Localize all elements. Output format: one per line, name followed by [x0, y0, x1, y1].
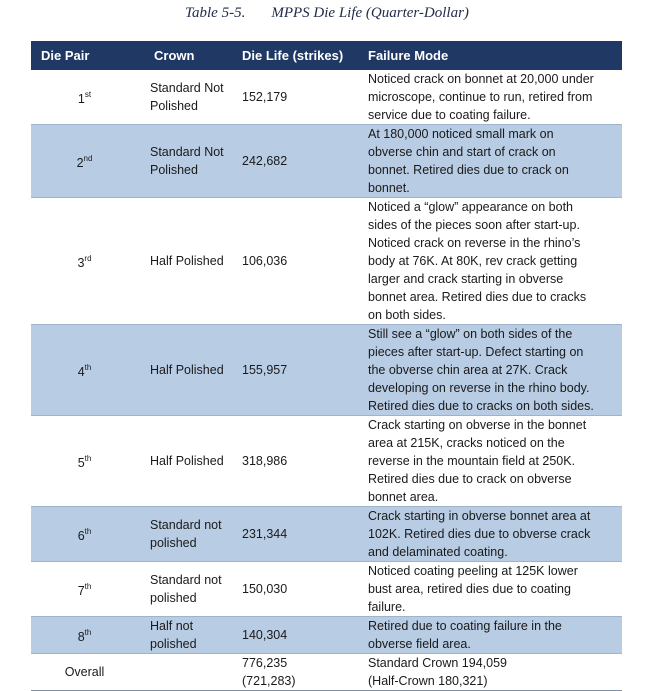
die-life-cell [234, 325, 360, 416]
die-pair-number: 7 [77, 584, 85, 598]
ordinal-suffix: nd [83, 154, 93, 163]
table-row [31, 198, 622, 325]
cell-line: Standard Not [150, 81, 224, 95]
table-row [31, 617, 622, 654]
cell-line: Polished [150, 99, 198, 113]
table-row [31, 325, 622, 416]
crown-cell [138, 617, 234, 654]
die-pair-cell [31, 507, 138, 562]
table-row [31, 125, 622, 198]
ordinal-suffix: th [84, 582, 92, 591]
cell-line: failure. [368, 600, 406, 614]
die-pair-number: 4 [77, 365, 85, 379]
crown-cell [138, 416, 234, 507]
cell-line: body at 76K. At 80K, rev crack getting [368, 254, 578, 268]
table-row [31, 70, 622, 125]
die-pair-number: 2 [76, 156, 84, 170]
die-life-cell [234, 125, 360, 198]
die-pair-cell [31, 562, 138, 617]
crown-cell [138, 325, 234, 416]
cell-line: Retired dies due to crack on obverse [368, 472, 572, 486]
header-die-life: Die Life (strikes) [234, 41, 360, 70]
die-life-cell [234, 617, 360, 654]
cell-line: Noticed crack on reverse in the rhino’s [368, 236, 581, 250]
die-life-cell [234, 70, 360, 125]
crown-cell [138, 562, 234, 617]
die-pair-cell [31, 125, 138, 198]
cell-line: (Half-Crown 180,321) [368, 674, 488, 688]
cell-line: 102K. Retired dies due to obverse crack [368, 527, 591, 541]
die-pair-number: 3 [77, 256, 85, 270]
die-pair-number: 5 [77, 456, 85, 470]
overall-crown-cell [138, 654, 234, 691]
caption-title: MPPS Die Life (Quarter-Dollar) [271, 5, 469, 21]
die-pair-cell [31, 325, 138, 416]
die-life-cell [234, 198, 360, 325]
failure-mode-cell [360, 617, 622, 654]
cell-line: obverse chin and start of crack on [368, 145, 556, 159]
ordinal-suffix: st [84, 90, 92, 99]
cell-line: 140,304 [242, 628, 288, 642]
header-row [31, 41, 622, 70]
table-row [31, 562, 622, 617]
cell-line: service due to coating failure. [368, 108, 531, 122]
cell-line: bonnet area. Retired dies due to cracks [368, 290, 587, 304]
cell-line: Still see a “glow” on both sides of the [368, 327, 573, 341]
ordinal-suffix: th [84, 628, 92, 637]
cell-line: Noticed coating peeling at 125K lower [368, 564, 578, 578]
header-crown: Crown [138, 41, 234, 70]
cell-line: 106,036 [242, 254, 288, 268]
cell-line: polished [150, 591, 197, 605]
ordinal-suffix: rd [84, 254, 92, 263]
cell-line: Standard not [150, 573, 222, 587]
cell-line: 242,682 [242, 154, 288, 168]
cell-line: pieces after start-up. Defect starting on [368, 345, 584, 359]
overall-life-cell [234, 654, 360, 691]
cell-line: developing on reverse in the rhino body. [368, 381, 590, 395]
overall-row [31, 654, 622, 691]
ordinal-suffix: th [84, 527, 92, 536]
cell-line: the obverse chin area at 27K. Crack [368, 363, 568, 377]
table-row [31, 507, 622, 562]
die-life-table [31, 41, 622, 691]
cell-line: on both sides. [368, 308, 446, 322]
cell-line: (721,283) [242, 674, 296, 688]
cell-line: and delaminated coating. [368, 545, 508, 559]
die-pair-number: 8 [77, 630, 85, 644]
cell-line: polished [150, 536, 197, 550]
cell-line: Half not [150, 619, 194, 633]
crown-cell [138, 507, 234, 562]
cell-line: bust area, retired dies due to coating [368, 582, 571, 596]
cell-line: Half Polished [150, 254, 224, 268]
crown-cell [138, 125, 234, 198]
cell-line: microscope, continue to run, retired from [368, 90, 593, 104]
cell-line: sides of the pieces soon after start-up. [368, 218, 580, 232]
cell-line: 231,344 [242, 527, 288, 541]
die-pair-number: 1 [77, 92, 85, 106]
cell-line: At 180,000 noticed small mark on [368, 127, 554, 141]
table-caption [0, 5, 654, 22]
die-pair-cell [31, 70, 138, 125]
cell-line: 318,986 [242, 454, 288, 468]
cell-line: Standard Crown 194,059 [368, 656, 507, 670]
ordinal-suffix: th [84, 363, 92, 372]
overall-mode-cell [360, 654, 622, 691]
cell-line: Noticed crack on bonnet at 20,000 under [368, 72, 594, 86]
caption-number: Table 5-5. [185, 5, 246, 21]
die-pair-cell [31, 416, 138, 507]
cell-line: 155,957 [242, 363, 288, 377]
cell-line: larger and crack starting in obverse [368, 272, 564, 286]
crown-cell [138, 198, 234, 325]
cell-line: Half Polished [150, 363, 224, 377]
cell-line: Standard Not [150, 145, 224, 159]
table-row [31, 416, 622, 507]
die-pair-cell [31, 198, 138, 325]
failure-mode-cell [360, 416, 622, 507]
die-life-cell [234, 416, 360, 507]
overall-label: Overall [31, 654, 138, 691]
cell-line: bonnet. [368, 181, 410, 195]
ordinal-suffix: th [84, 454, 92, 463]
cell-line: obverse field area. [368, 637, 471, 651]
cell-line: Polished [150, 163, 198, 177]
crown-cell [138, 70, 234, 125]
cell-line: bonnet. Retired dies due to crack on [368, 163, 569, 177]
cell-line: polished [150, 637, 197, 651]
cell-line: 150,030 [242, 582, 288, 596]
cell-line: bonnet area. [368, 490, 439, 504]
cell-line: 776,235 [242, 656, 288, 670]
failure-mode-cell [360, 198, 622, 325]
cell-line: Retired due to coating failure in the [368, 619, 562, 633]
die-pair-cell [31, 617, 138, 654]
cell-line: Noticed a “glow” appearance on both [368, 200, 573, 214]
table-body [31, 70, 622, 691]
cell-line: Crack starting on obverse in the bonnet [368, 418, 587, 432]
die-pair-number: 6 [77, 529, 85, 543]
failure-mode-cell [360, 507, 622, 562]
failure-mode-cell [360, 125, 622, 198]
cell-line: Retired dies due to cracks on both sides. [368, 399, 594, 413]
cell-line: Crack starting in obverse bonnet area at [368, 509, 591, 523]
die-life-cell [234, 507, 360, 562]
failure-mode-cell [360, 70, 622, 125]
failure-mode-cell [360, 562, 622, 617]
cell-line: 152,179 [242, 90, 288, 104]
cell-line: reverse in the mountain field at 250K. [368, 454, 576, 468]
failure-mode-cell [360, 325, 622, 416]
header-die-pair: Die Pair [31, 41, 138, 70]
cell-line: Half Polished [150, 454, 224, 468]
header-failure-mode: Failure Mode [360, 41, 622, 70]
cell-line: area at 215K, cracks noticed on the [368, 436, 565, 450]
die-life-cell [234, 562, 360, 617]
cell-line: Standard not [150, 518, 222, 532]
